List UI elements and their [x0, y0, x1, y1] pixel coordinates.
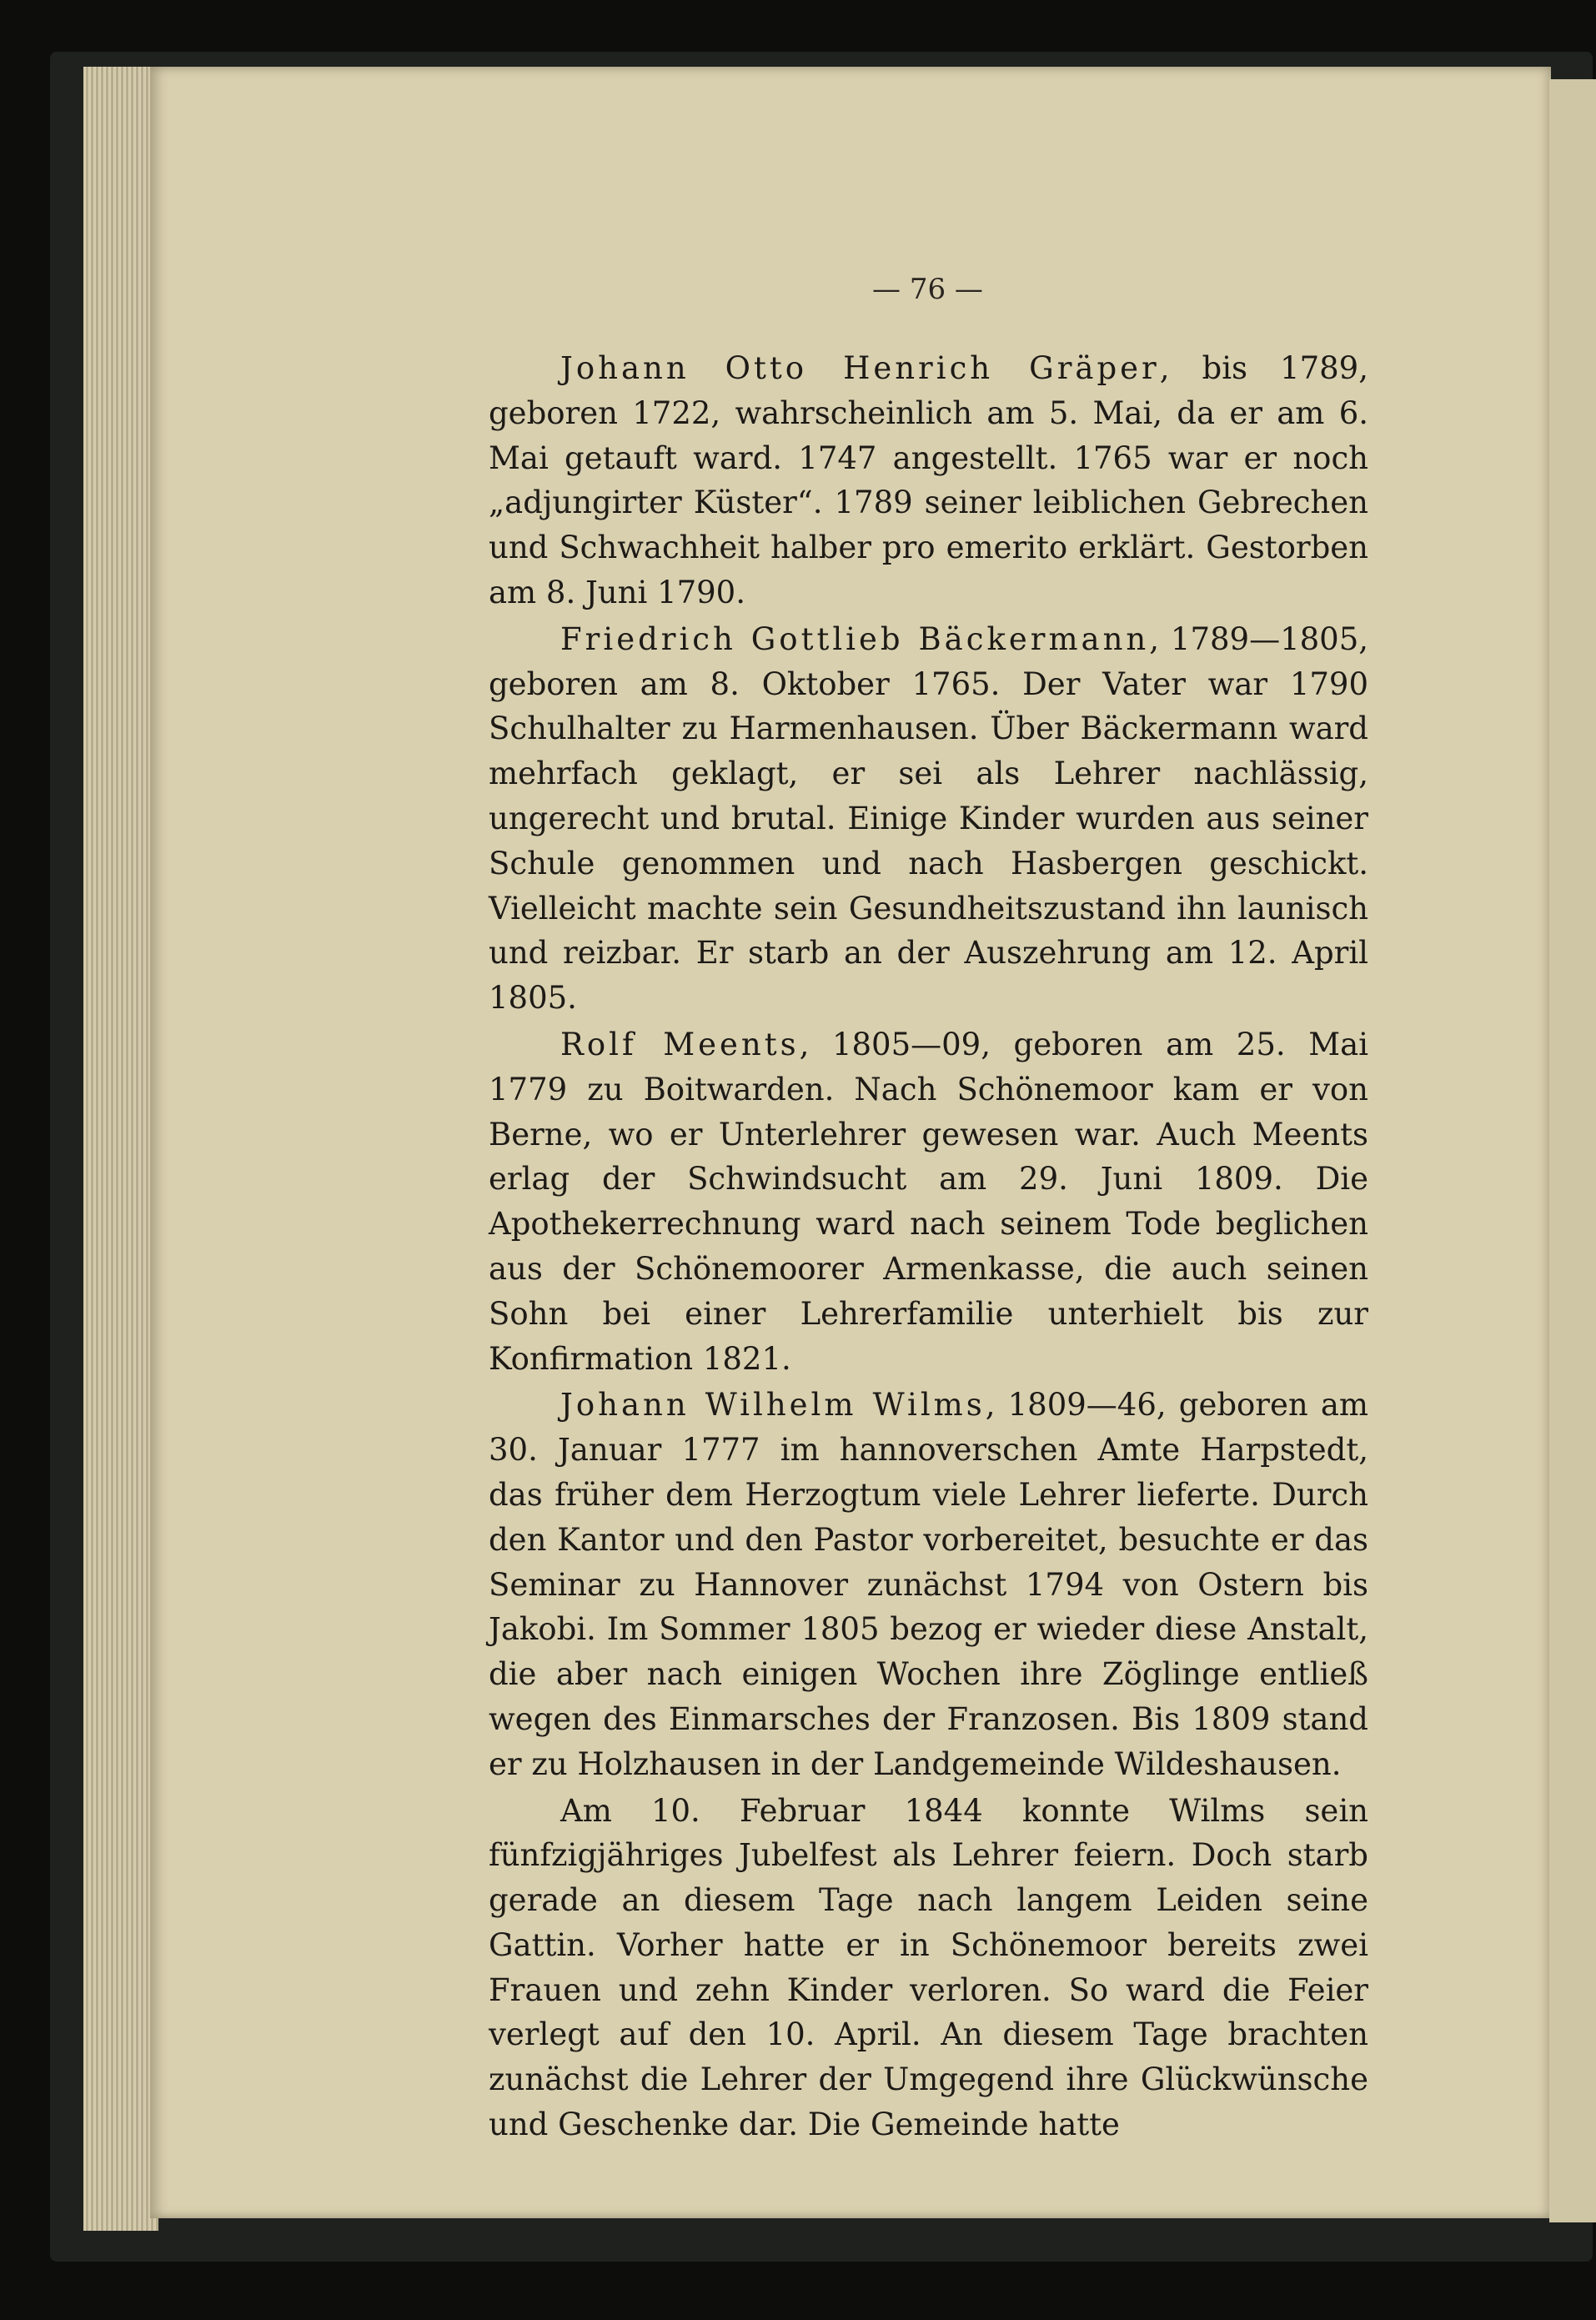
paragraph-text: , 1789—1805, geboren am 8. Oktober 1765. Der Vater war 1790 Schulhalter zu Harmenhausen. Über Bäckermann ward mehrfach geklagt, er sei als Lehrer nachlässig, ungerecht und brutal. Einige Kinder wurden aus seiner Schule genommen und nach Hasbergen geschickt. Vielleicht machte sein Gesundheitszustand ihn launisch und reizbar. Er starb an der Auszehrung am 12. April 1805. [489, 620, 1368, 1017]
paragraph [489, 1383, 1368, 1786]
person-name: Friedrich Gottlieb Bäckermann [560, 620, 1150, 657]
paragraph-text: , 1809—46, geboren am 30. Januar 1777 im hannoverschen Amte Harpstedt, das früher dem Herzogtum viele Lehrer lieferte. Durch den Kantor und den Pastor vorbereitet, besuchte er das Seminar zu Hannover zunächst 1794 von Ostern bis Jakobi. Im Sommer 1805 bezog er wieder diese Anstalt, die aber nach einigen Wochen ihre Zöglinge entließ wegen des Einmarsches der Franzosen. Bis 1809 stand er zu Holzhausen in der Landgemeinde Wildeshausen. [489, 1387, 1368, 1782]
facing-page-edge [1549, 79, 1596, 2222]
person-name: Johann Otto Henrich Gräper [560, 350, 1160, 386]
paragraph-text: Am 10. Februar 1844 konnte Wilms sein fünfzigjähriges Jubelfest als Lehrer feiern. Doch starb gerade an diesem Tage nach langem Leiden seine Gattin. Vorher hatte er in Schönemoor bereits zwei Frauen und zehn Kinder verloren. So ward die Feier verlegt auf den 10. April. An diesem Tage brachten zunächst die Lehrer der Umgegend ihre Glückwünsche und Geschenke dar. Die Gemeinde hatte [489, 1792, 1368, 2143]
page-edges [83, 67, 158, 2231]
paragraph [489, 617, 1368, 1021]
paragraph [489, 1789, 1368, 2147]
page-number: — 76 — [872, 273, 983, 306]
person-name: Johann Wilhelm Wilms [560, 1387, 986, 1424]
paragraph-text: , 1805—09, geboren am 25. Mai 1779 zu Boitwarden. Nach Schönemoor kam er von Berne, wo er Unterlehrer gewesen war. Auch Meents erlag der Schwindsucht am 29. Juni 1809. Die Apothekerrechnung ward nach seinem Tode beglichen aus der Schönemoorer Armenkasse, die auch seinen Sohn bei einer Lehrerfamilie unterhielt bis zur Konfirmation 1821. [489, 1026, 1368, 1377]
person-name: Rolf Meents [560, 1026, 800, 1062]
page-text [489, 346, 1368, 2149]
paragraph [489, 346, 1368, 615]
paragraph-text: , bis 1789, geboren 1722, wahrscheinlich am 5. Mai, da er am 6. Mai getauft ward. 1747 angestellt. 1765 war er noch „adjungirter Küster“. 1789 seiner leiblichen Gebrechen und Schwachheit halber pro emerito erklärt. Gestorben am 8. Juni 1790. [489, 350, 1368, 610]
paragraph [489, 1022, 1368, 1381]
